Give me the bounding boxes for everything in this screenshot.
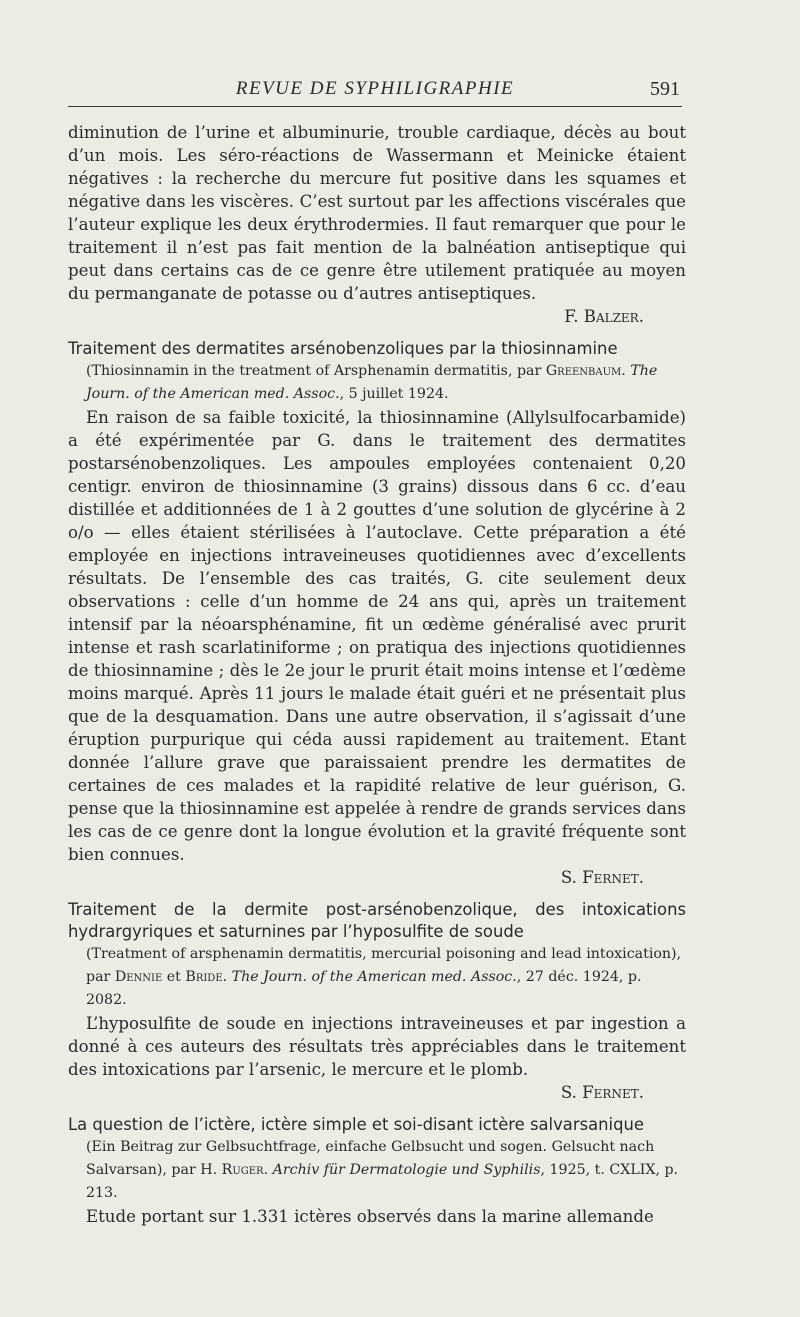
article3-title: La question de l’ictère, ictère simple et soi-disant ictère salvarsanique [68,1115,644,1134]
running-title: REVUE DE SYPHILIGRAPHIE [235,78,515,99]
article2-ref-text: (Treatment of arsphenamin dermatitis, mercurial poisoning and lead intoxication), par [86,946,682,985]
intro-paragraph: diminution de l’urine et albuminurie, trouble cardiaque, décès au bout d’un mois. Les séro-réactions de Wassermann et Meinicke étaient négatives : la recherche du mercure fut positive dans les squames et négative dans les viscères. C’est surtout par les affections viscérales que l’auteur explique les deux érythrodermies. Il faut remarquer que pour le traitement il n’est pas fait mention de la balnéation antiseptique qui peut dans certains cas de ce genre être utilement pratiquée au moyen du permanganate de potasse ou d’autres antiseptiques. [68,123,686,303]
article2-title: Traitement de la dermite post-arsénobenzolique, des intoxications hydrargyriques et saturnines par l’hyposulfite de soude [68,900,686,941]
article2-signature: S. Fernet. [560,1083,644,1102]
article1-title: Traitement des dermatites arsénobenzoliques par la thiosinnamine [68,339,618,358]
running-head [68,76,682,107]
article2-ref-date: , 27 déc. 1924, p. 2082. [86,969,642,1008]
article2-ref-author1: Dennie [114,969,163,985]
article2-heading [68,899,686,943]
article-column [68,121,686,1228]
article3-ref-journal: Archiv für Dermatologie und Syphilis [272,1162,541,1178]
article2-ref-journal: The Journ. of the American med. Assoc. [231,969,517,985]
article1-ref-journal: The Journ. of the American med. Assoc. [86,363,658,402]
article1-ref-author: Greenbaum [545,363,622,379]
article1-ref-text: (Thiosinnamin in the treatment of Arsphenamin dermatitis, par [86,363,542,379]
article1-reference: (Thiosinnamin in the treatment of Arsphenamin dermatitis, par Greenbaum. The Journ. of the American med. Assoc., 5 juillet 1924. [86,363,658,402]
article2-reference: (Treatment of arsphenamin dermatitis, mercurial poisoning and lead intoxication), par Dennie et Bride. The Journ. of the American med. Assoc., 27 déc. 1924, p. 2082. [86,946,682,1008]
article3-ref-text: (Ein Beitrag zur Gelbsuchtfrage, einfache Gelbsucht und sogen. Gelsucht nach Salvarsan), par H. [86,1139,655,1178]
intro-signature: F. Balzer. [564,307,644,326]
article3-body-start: Etude portant sur 1.331 ictères observés dans la marine allemande [86,1207,654,1226]
article3-ref-date: , 1925, t. CXLIX, p. 213. [86,1162,679,1201]
article3-heading [68,1114,686,1136]
page-number: 591 [650,78,680,100]
article2-body: L’hyposulfite de soude en injections intraveineuses et par ingestion a donné à ces auteurs des résultats très appréciables dans le traitement des intoxications par l’arsenic, le mercure et le plomb. [68,1014,686,1079]
article1-signature: S. Fernet. [560,868,644,887]
article2-ref-and: et [162,969,186,985]
article2-ref-author2: Bride [185,969,223,985]
article1-heading [68,338,686,360]
article1-ref-date: , 5 juillet 1924. [339,386,449,402]
article3-ref-author: Ruger [221,1162,264,1178]
article1-body: En raison de sa faible toxicité, la thiosinnamine (Allylsulfocarbamide) a été expérimentée par G. dans le traitement des dermatites postarsénobenzoliques. Les ampoules employées contenaient 0,20 centigr. environ de thiosinnamine (3 grains) dissous dans 6 cc. d’eau distillée et additionnées de 1 à 2 gouttes d’une solution de glycérine à 2 o/o — elles étaient stérilisées à l’autoclave. Cette préparation a été employée en injections intraveineuses quotidiennes avec d’excellents résultats. De l’ensemble des cas traités, G. cite seulement deux observations : celle d’un homme de 24 ans qui, après un traitement intensif par la néoarsphénamine, fit un œdème généralisé avec prurit intense et rash scarlatiniforme ; on pratiqua des injections quotidiennes de thiosinnamine ; dès le 2e jour le prurit était moins intense et l’œdème moins marqué. Après 11 jours le malade était guéri et ne présentait plus que de la desquamation. Dans une autre observation, il s’agissait d’une éruption purpurique qui céda aussi rapidement au traitement. Etant donnée l’allure grave que paraissaient prendre les dermatites de certaines de ces malades et la rapidité relative de leur guérison, G. pense que la thiosinnamine est appelée à rendre de grands services dans les cas de ce genre dont la longue évolution et la gravité fréquente sont bien connues. [68,408,686,864]
article3-reference: (Ein Beitrag zur Gelbsuchtfrage, einfache Gelbsucht und sogen. Gelsucht nach Salvarsan), par H. Ruger. Archiv für Dermatologie und Syphilis, 1925, t. CXLIX, p. 213. [86,1139,679,1201]
